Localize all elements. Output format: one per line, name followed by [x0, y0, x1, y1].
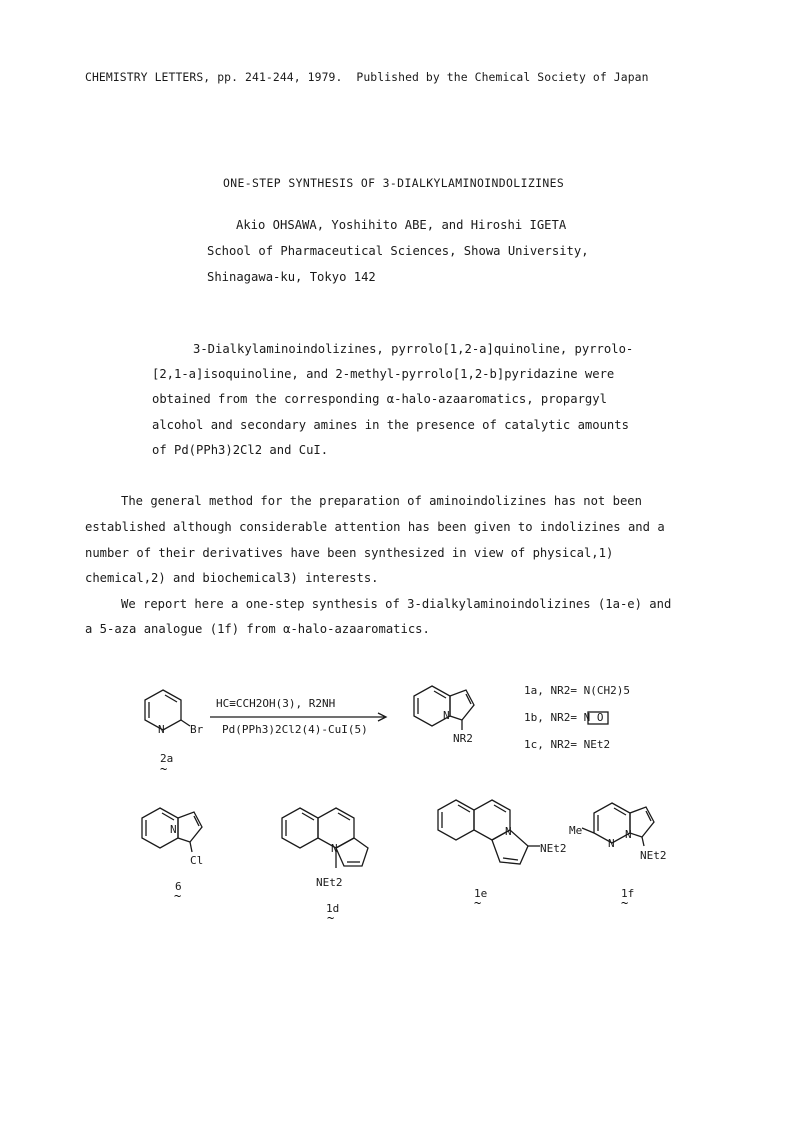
- abstract-line: alcohol and secondary amines in the presence of catalytic amounts: [152, 418, 629, 432]
- author-list: Akio OHSAWA, Yoshihito ABE, and Hiroshi IGETA: [236, 218, 567, 232]
- atom-label: NEt2: [316, 876, 343, 889]
- abstract-line: obtained from the corresponding α-halo-azaaromatics, propargyl: [152, 392, 607, 406]
- compound-label-1d: 1d: [326, 902, 340, 915]
- body-line: We report here a one-step synthesis of 3-dialkylaminoindolizines (1a-e) and: [121, 597, 672, 611]
- wavy-underline: ~: [160, 762, 168, 776]
- atom-label: Me: [569, 824, 583, 837]
- compound-label-2a: 2a: [160, 752, 174, 765]
- atom-label: N: [505, 825, 512, 838]
- atom-label: N: [625, 828, 632, 841]
- wavy-underline: ~: [474, 896, 482, 910]
- wavy-underline: ~: [174, 889, 182, 903]
- substituent-1a: 1a, NR2= N(CH2)5: [524, 684, 630, 697]
- atom-label: N: [170, 823, 177, 836]
- journal-citation: CHEMISTRY LETTERS, pp. 241-244, 1979.: [85, 70, 343, 84]
- atom-label: Br: [190, 723, 204, 736]
- paper-title: ONE-STEP SYNTHESIS OF 3-DIALKYLAMINOINDOLIZINES: [223, 176, 565, 190]
- compound-1f-structure: [582, 803, 654, 846]
- atom-label: NEt2: [640, 849, 667, 862]
- atom-label: NEt2: [540, 842, 567, 855]
- substituent-1c: 1c, NR2= NEt2: [524, 738, 611, 751]
- compound-label-1e: 1e: [474, 887, 488, 900]
- atom-label: N: [331, 842, 338, 855]
- reagents-bottom: Pd(PPh3)2Cl2(4)-CuI(5): [222, 723, 368, 736]
- wavy-underline: ~: [327, 911, 335, 925]
- substituent-1b: 1b, NR2= N O: [524, 711, 604, 724]
- abstract-line: 3-Dialkylaminoindolizines, pyrrolo[1,2-a]quinoline, pyrrolo-: [193, 342, 634, 356]
- compound-label-1f: 1f: [621, 887, 635, 900]
- compound-1e-structure: [438, 800, 540, 864]
- compound-1d-structure: [282, 808, 368, 868]
- pyridine-2a-structure: [145, 690, 190, 730]
- atom-label: N: [608, 837, 615, 850]
- indolizine-product-structure: [414, 686, 474, 730]
- reagents-top: HC≡CCH2OH(3), R2NH: [216, 697, 336, 710]
- atom-label: N: [158, 723, 165, 736]
- body-line: established although considerable attention has been given to indolizines and a: [85, 520, 665, 534]
- abstract-line: [2,1-a]isoquinoline, and 2-methyl-pyrrolo[1,2-b]pyridazine were: [152, 367, 615, 381]
- body-line: a 5-aza analogue (1f) from α-halo-azaaromatics.: [85, 622, 430, 636]
- body-line: The general method for the preparation of aminoindolizines has not been: [121, 494, 642, 508]
- body-line: number of their derivatives have been synthesized in view of physical,1): [85, 546, 614, 560]
- atom-label: Cl: [190, 854, 204, 867]
- wavy-underline: ~: [621, 896, 629, 910]
- affiliation-line-2: Shinagawa-ku, Tokyo 142: [207, 270, 376, 284]
- publisher-line: Published by the Chemical Society of Japan: [356, 70, 649, 84]
- atom-label: N: [443, 709, 450, 722]
- atom-label: NR2: [453, 732, 473, 745]
- abstract-line: of Pd(PPh3)2Cl2 and CuI.: [152, 443, 329, 457]
- body-line: chemical,2) and biochemical3) interests.: [85, 571, 379, 585]
- affiliation-line-1: School of Pharmaceutical Sciences, Showa University,: [207, 244, 589, 258]
- compound-label-6: 6: [175, 880, 182, 893]
